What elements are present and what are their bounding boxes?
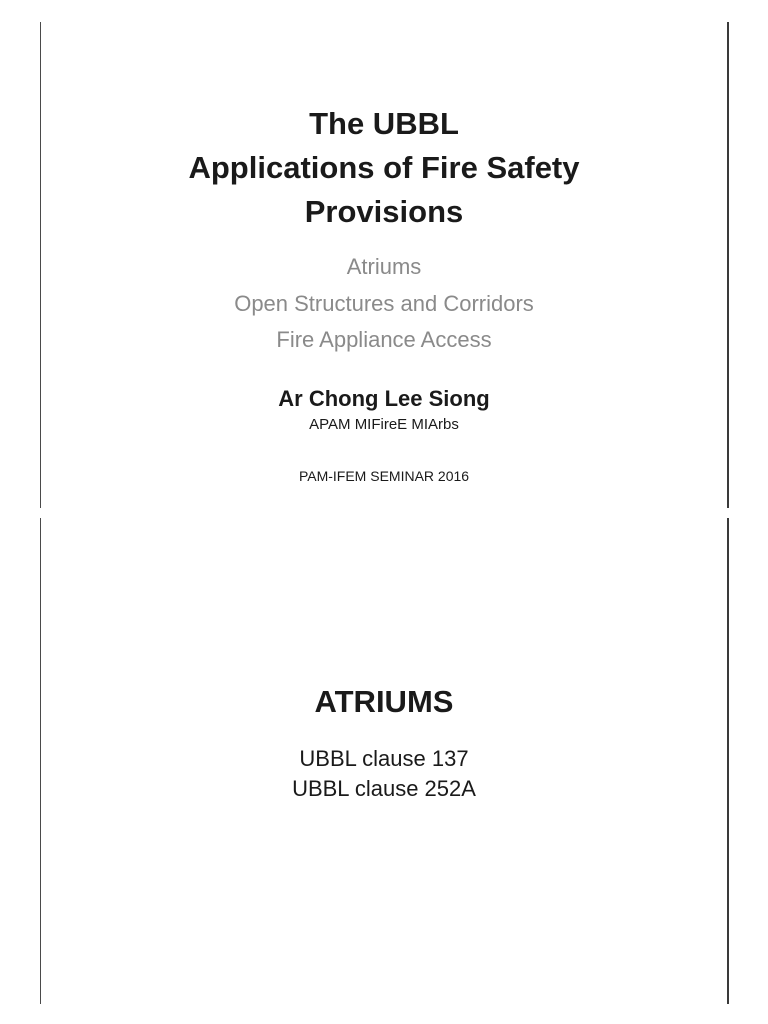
topic-item: Fire Appliance Access [276,327,492,352]
title-slide [41,20,727,508]
clause-item: UBBL clause 137 [299,746,469,771]
right-border-rule-top [727,22,729,508]
topic-item: Atriums [346,254,422,279]
author-credentials: APAM MIFireE MIArbs [309,416,459,433]
clause-item: UBBL clause 252A [292,776,476,801]
section-title: ATRIUMS [314,684,454,719]
seminar-label: PAM-IFEM SEMINAR 2016 [298,468,470,484]
author-name: Ar Chong Lee Siong [278,386,490,411]
topic-item: Open Structures and Corridors [234,290,534,316]
title-line: Applications of Fire Safety [188,150,580,185]
atriums-slide [41,518,727,1004]
topic-list [41,249,727,359]
right-border-rule-bottom [727,518,729,1004]
title-line: Provisions [304,194,464,229]
slide-title [41,102,727,234]
title-line: The UBBL [309,106,459,141]
clause-list [41,744,727,804]
